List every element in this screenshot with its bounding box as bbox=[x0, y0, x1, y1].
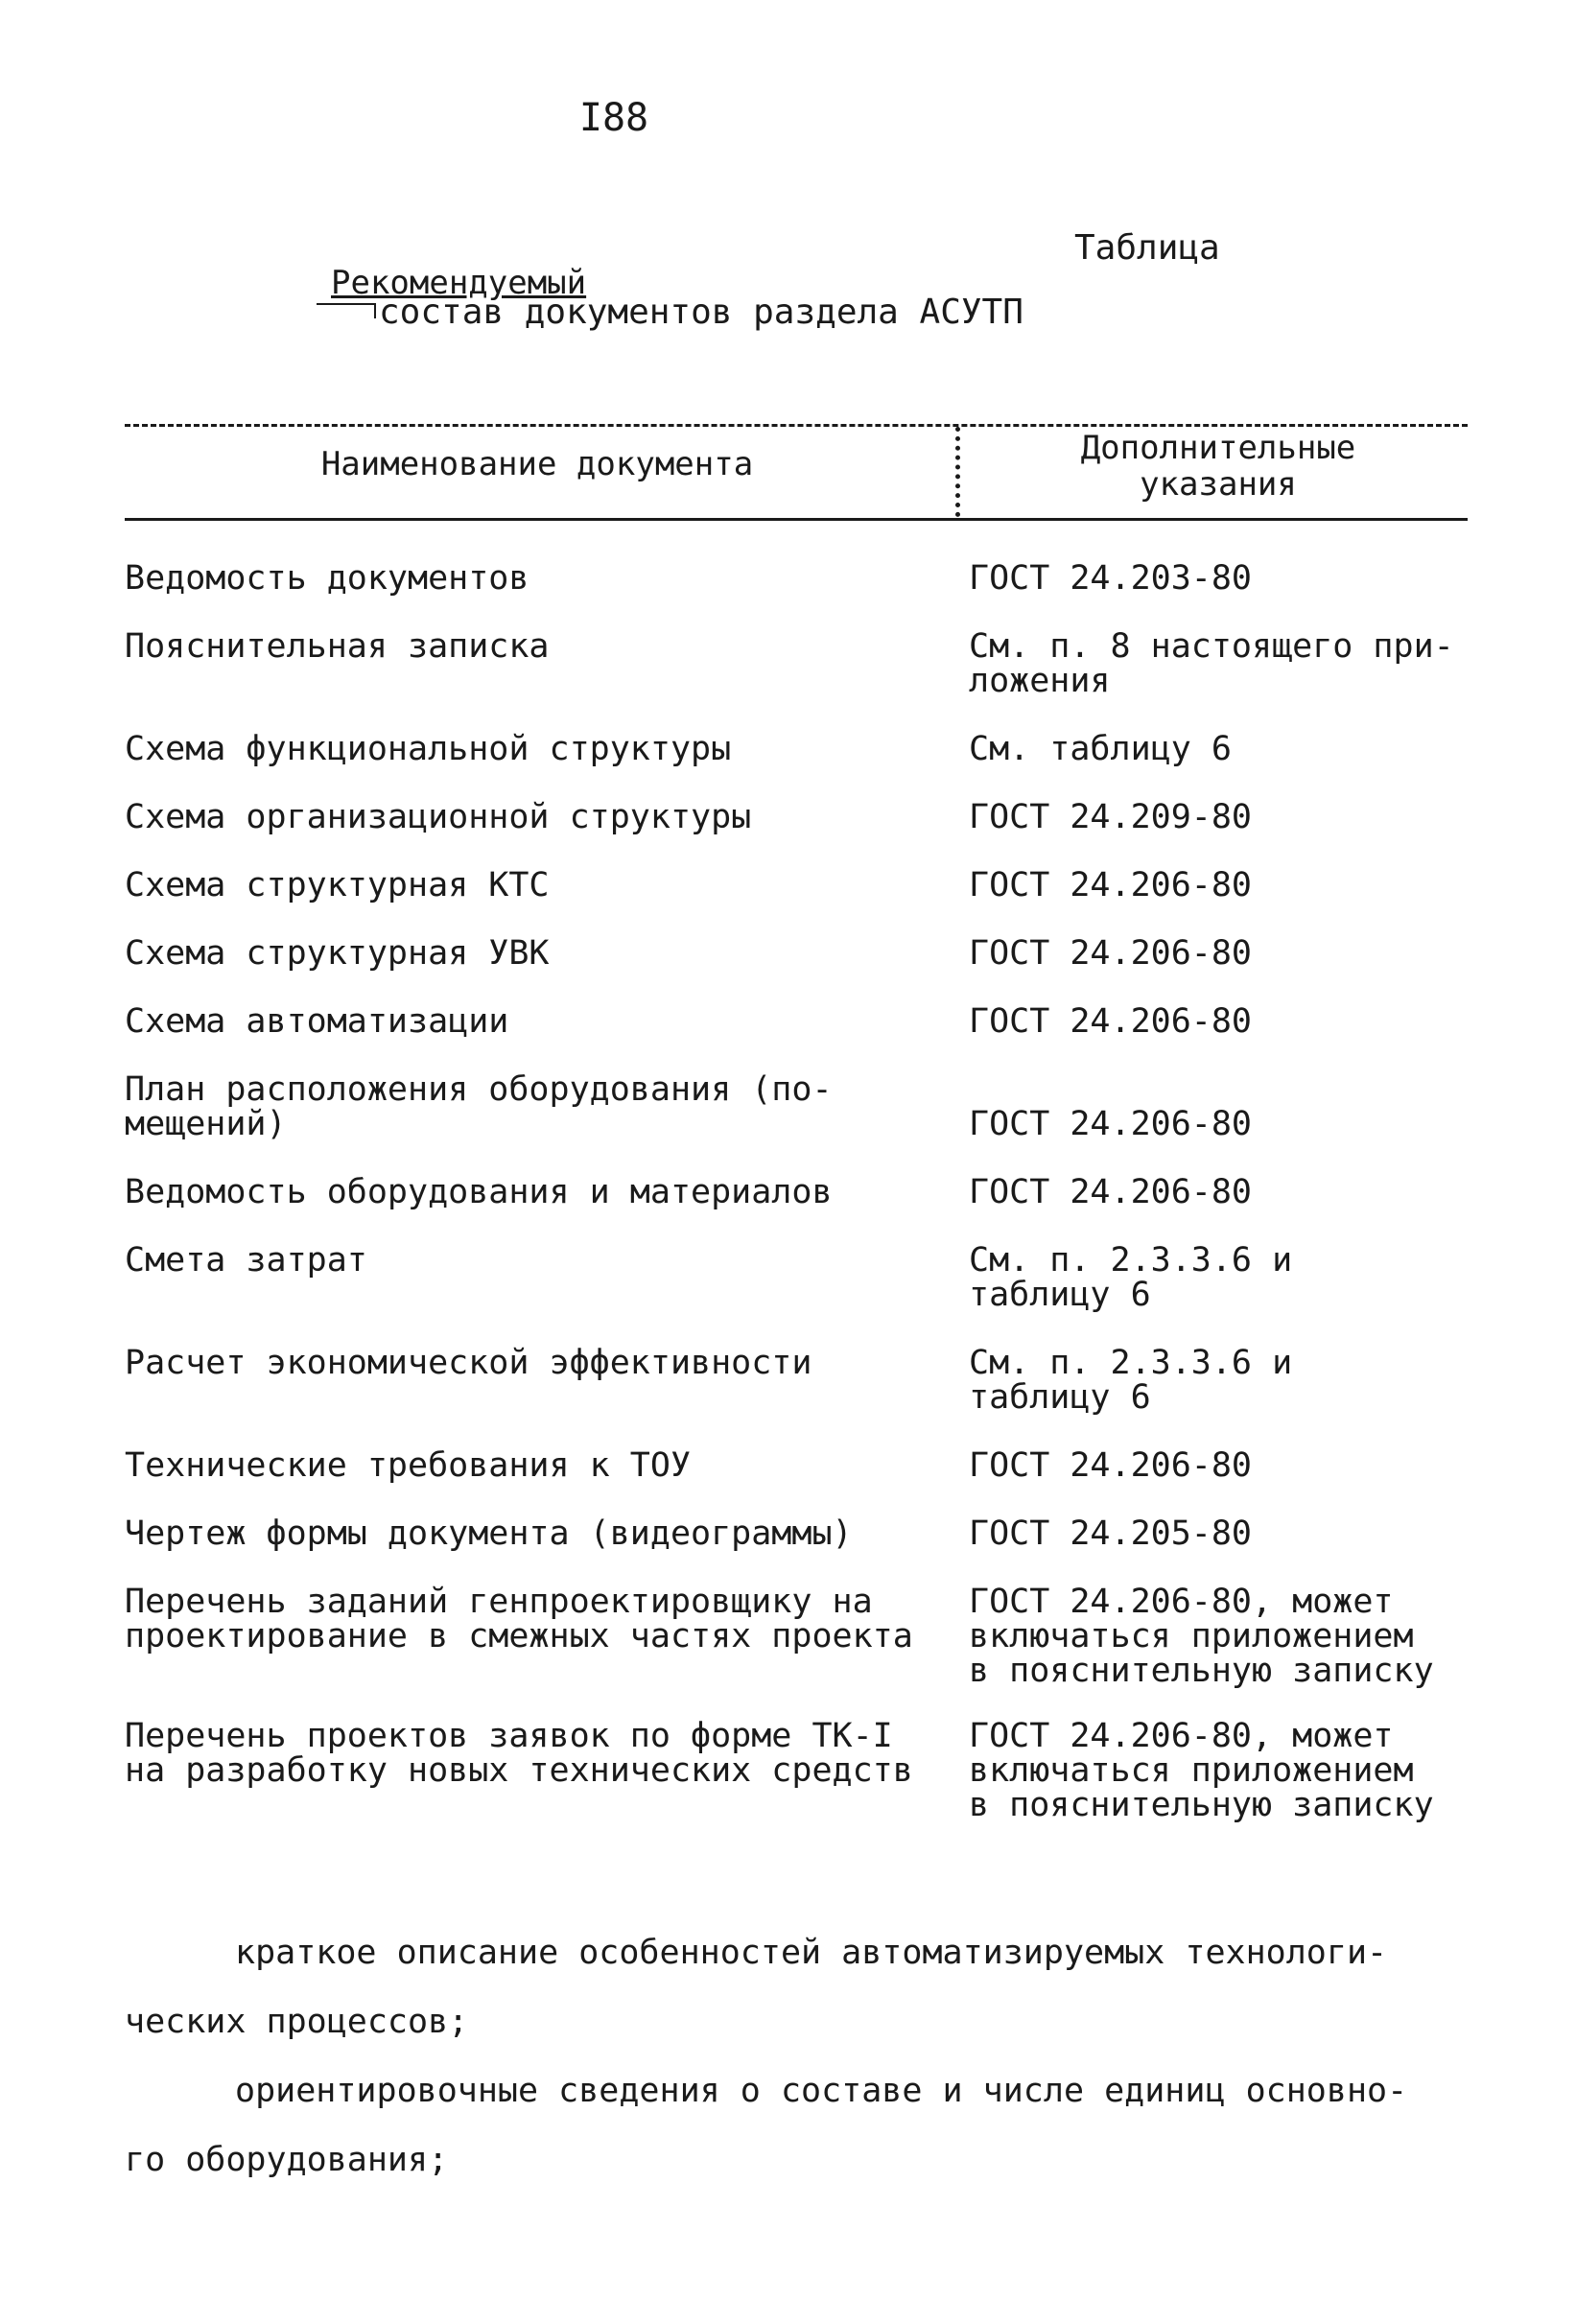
table-row bbox=[125, 800, 1487, 834]
table-label: Таблица bbox=[1074, 228, 1220, 268]
table-body bbox=[125, 561, 1487, 1856]
note-cell: См. п. 8 настоящего при- ложения bbox=[969, 627, 1454, 700]
table-row bbox=[125, 561, 1487, 596]
table-title: состав документов раздела АСУТП bbox=[379, 293, 1023, 332]
table-row bbox=[125, 1448, 1487, 1483]
note-cell: См. п. 2.3.3.6 и таблицу 6 bbox=[969, 1241, 1293, 1314]
note-cell: ГОСТ 24.206-80 bbox=[969, 1105, 1253, 1143]
document-name-cell: Перечень заданий генпроектировщику на проектирование в смежных частях проекта bbox=[125, 1583, 913, 1655]
document-name-cell: Технические требования к ТОУ bbox=[125, 1446, 692, 1485]
document-name-cell: Ведомость документов bbox=[125, 559, 529, 598]
table-row bbox=[125, 1072, 1487, 1141]
column-header-additional-notes: Дополнительные указания bbox=[1080, 429, 1356, 504]
paragraph-line: ориентировочные сведения о составе и числе единиц основно- bbox=[235, 2072, 1408, 2110]
document-name-cell: Схема автоматизации bbox=[125, 1002, 509, 1041]
title-correction-mark bbox=[317, 303, 376, 318]
table-row bbox=[125, 732, 1487, 766]
note-cell: См. таблицу 6 bbox=[969, 730, 1232, 768]
note-cell: ГОСТ 24.206-80 bbox=[969, 866, 1253, 904]
table-row bbox=[125, 868, 1487, 903]
table-row bbox=[125, 629, 1487, 698]
column-divider bbox=[955, 427, 960, 517]
document-name-cell: Расчет экономической эффективности bbox=[125, 1344, 812, 1382]
document-name-cell: План расположения оборудования (по- мещений) bbox=[125, 1070, 833, 1143]
note-cell: ГОСТ 24.205-80 bbox=[969, 1514, 1253, 1553]
table-top-rule bbox=[125, 424, 1468, 427]
column-header-document-name: Наименование документа bbox=[320, 445, 754, 483]
note-cell: ГОСТ 24.206-80 bbox=[969, 934, 1253, 973]
note-cell: ГОСТ 24.206-80 bbox=[969, 1002, 1253, 1041]
table-row bbox=[125, 936, 1487, 971]
table-row bbox=[125, 1346, 1487, 1415]
document-name-cell: Чертеж формы документа (видеограммы) bbox=[125, 1514, 853, 1553]
document-name-cell: Схема структурная УВК bbox=[125, 934, 550, 973]
document-name-cell: Схема функциональной структуры bbox=[125, 730, 732, 768]
note-cell: ГОСТ 24.203-80 bbox=[969, 559, 1253, 598]
note-cell: ГОСТ 24.209-80 bbox=[969, 798, 1253, 836]
table-row bbox=[125, 1516, 1487, 1551]
table-row bbox=[125, 1243, 1487, 1312]
table-row bbox=[125, 1175, 1487, 1209]
page-number: I88 bbox=[578, 96, 649, 140]
note-cell: ГОСТ 24.206-80 bbox=[969, 1446, 1253, 1485]
paragraph-line: ческих процессов; bbox=[125, 2003, 469, 2041]
document-name-cell: Перечень проектов заявок по форме ТК-I на разработку новых технических средств bbox=[125, 1717, 913, 1790]
table-header-rule bbox=[125, 518, 1468, 521]
paragraph-line: го оборудования; bbox=[125, 2141, 449, 2179]
document-name-cell: Пояснительная записка bbox=[125, 627, 550, 666]
note-cell: ГОСТ 24.206-80, может включаться приложением в пояснительную записку bbox=[969, 1717, 1434, 1824]
paragraph-line: краткое описание особенностей автоматизируемых технологи- bbox=[235, 1934, 1388, 1972]
document-name-cell: Смета затрат bbox=[125, 1241, 367, 1279]
body-paragraph-equipment bbox=[125, 2056, 1487, 2195]
table-title-recommended: Рекомендуемый bbox=[331, 264, 587, 302]
document-name-cell: Ведомость оборудования и материалов bbox=[125, 1173, 833, 1211]
table-row bbox=[125, 1585, 1487, 1688]
document-name-cell: Схема организационной структуры bbox=[125, 798, 752, 836]
table-row bbox=[125, 1719, 1487, 1822]
table-row bbox=[125, 1004, 1487, 1039]
note-cell: ГОСТ 24.206-80 bbox=[969, 1173, 1253, 1211]
note-cell: См. п. 2.3.3.6 и таблицу 6 bbox=[969, 1344, 1293, 1417]
document-name-cell: Схема структурная КТС bbox=[125, 866, 550, 904]
body-paragraph-processes bbox=[125, 1918, 1487, 2056]
note-cell: ГОСТ 24.206-80, может включаться приложением в пояснительную записку bbox=[969, 1583, 1434, 1690]
